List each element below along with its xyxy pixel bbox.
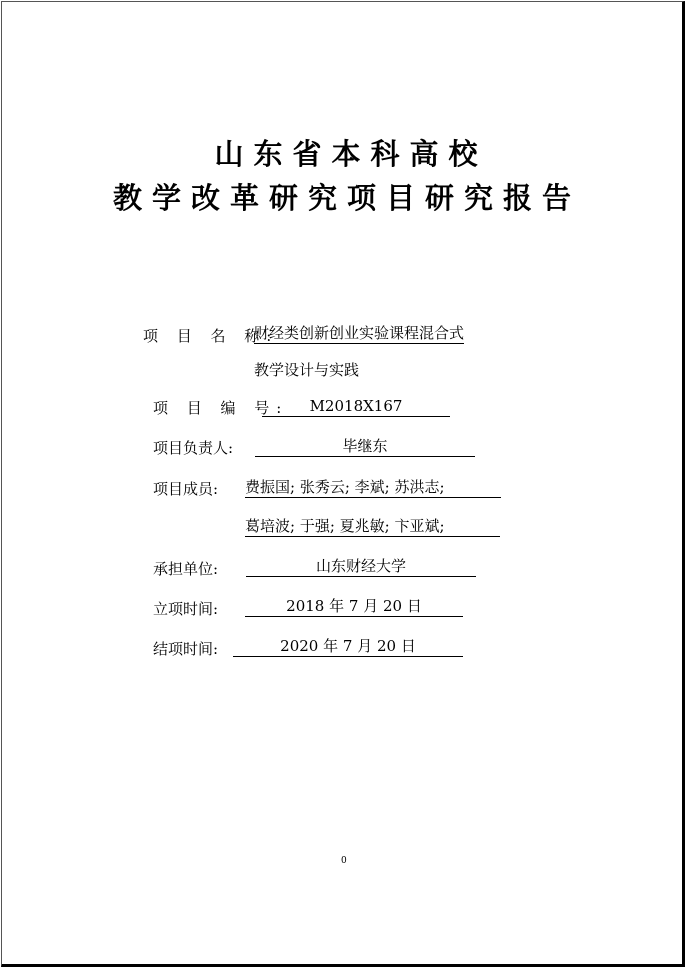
report-title-line1: 山东省本科高校 (214, 137, 488, 171)
leader-label: 项目负责人: (153, 439, 234, 457)
members-line1: 费振国; 张秀云; 李斌; 苏洪志; (245, 477, 501, 498)
start-time-value: 2018 年 7 月 20 日 (245, 596, 463, 617)
leader-value: 毕继东 (255, 436, 475, 457)
page-number: 0 (341, 856, 347, 866)
project-number-label: 项 目 编 号: (153, 399, 289, 417)
project-number-value: M2018X167 (262, 396, 450, 417)
members-label: 项目成员: (153, 480, 219, 498)
members-line2: 葛培波; 于强; 夏兆敏; 卞亚斌; (245, 516, 500, 537)
unit-label: 承担单位: (153, 560, 219, 578)
unit-value: 山东财经大学 (246, 556, 476, 577)
project-name-line1: 财经类创新创业实验课程混合式 (254, 324, 465, 342)
end-time-label: 结项时间: (153, 640, 219, 658)
report-title-line2: 教学改革研究项目研究报告 (112, 181, 581, 215)
project-name-label: 项 目 名 称: (143, 327, 279, 345)
project-name-line2: 教学设计与实践 (254, 361, 360, 379)
end-time-value: 2020 年 7 月 20 日 (233, 636, 463, 657)
start-time-label: 立项时间: (153, 600, 219, 618)
